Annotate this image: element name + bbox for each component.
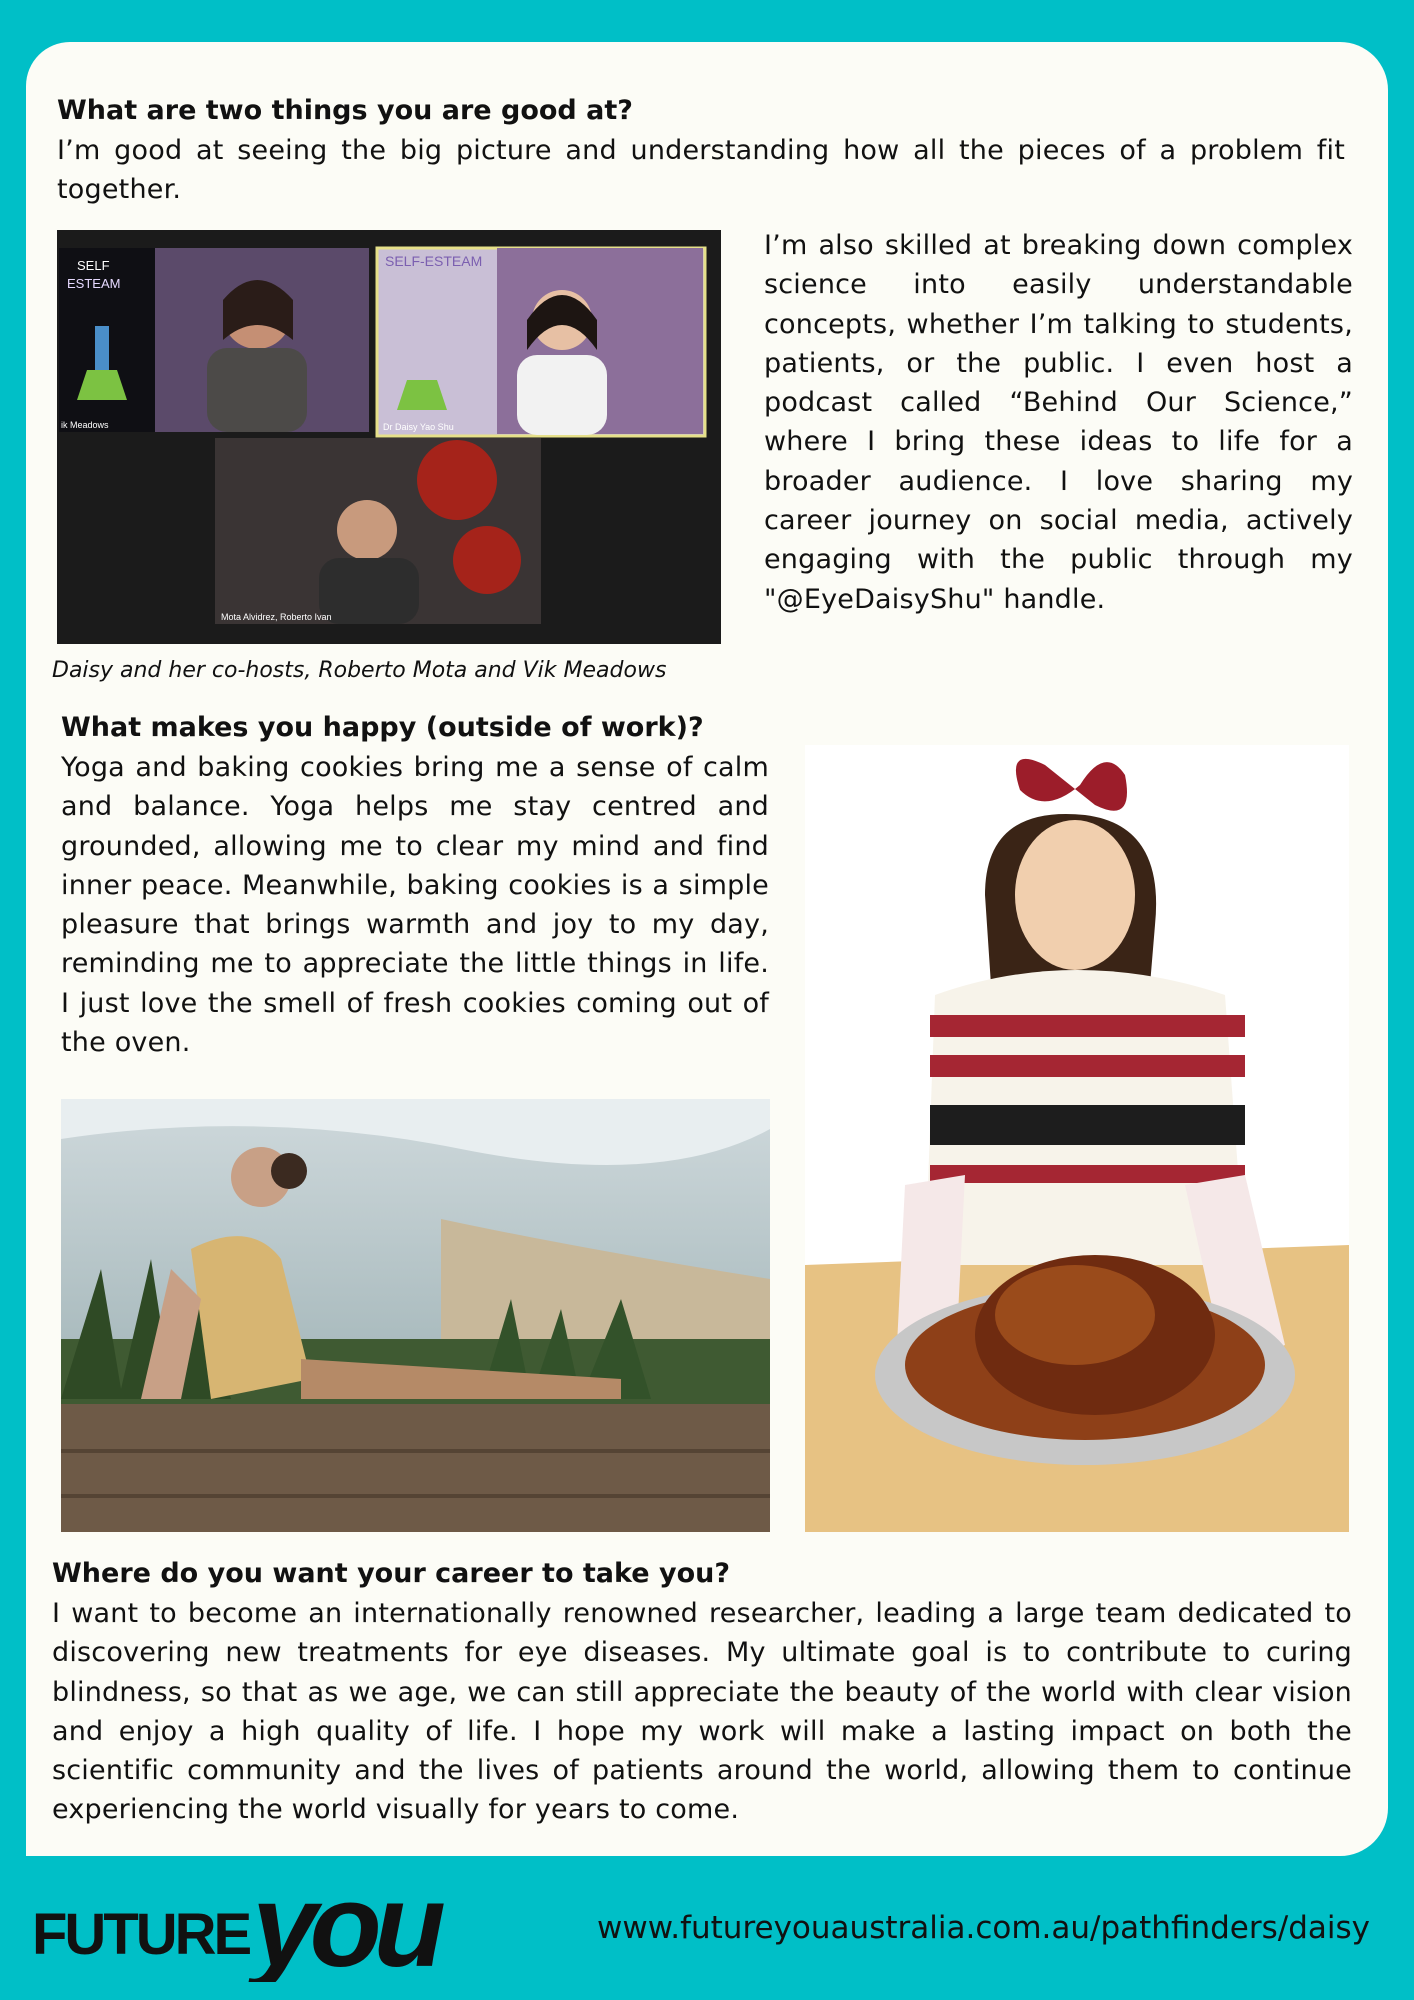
tile2-name: Dr Daisy Yao Shu <box>383 422 454 432</box>
tile1-label-bottom: ESTEAM <box>67 276 121 291</box>
baking-photo <box>805 745 1349 1532</box>
good-at-paragraph-1: I’m good at seeing the big picture and understanding how all the pieces of a problem fit together. <box>57 135 1345 206</box>
heading-good-at: What are two things you are good at? <box>57 95 633 126</box>
footer-url[interactable]: www.futureyouaustralia.com.au/pathfinders/daisy <box>597 1910 1370 1946</box>
logo-text-future: FUTURE <box>32 1902 250 1967</box>
tile2-title: SELF-ESTEAM <box>385 253 483 269</box>
video-call-caption: Daisy and her co-hosts, Roberto Mota and Vik Meadows <box>52 658 667 683</box>
good-at-paragraph-2: I’m also skilled at breaking down complex science into easily understandable concepts, whether I’m talking to students, patients, or the public. I even host a podcast called “Behind Our Science,” where I bring these ideas to life for a broader audience. I love sharing my career journey on social media, actively engaging with the public through my "@EyeDaisyShu" handle. <box>764 230 1353 615</box>
logo-text-you: you <box>252 1870 438 1982</box>
heading-career: Where do you want your career to take you? <box>52 1558 731 1589</box>
tile1-label-top: SELF <box>77 258 110 273</box>
career-paragraph: I want to become an internationally renowned researcher, leading a large team dedicated to discovering new treatments for eye diseases. My ultimate goal is to contribute to curing blindness, so that as we age, we can still appreciate the beauty of the world with clear vision and enjoy a high quality of life. I hope my work will make a lasting impact on both the scientific community and the lives of patients around the world, allowing them to continue experiencing the world visually for years to come. <box>52 1598 1352 1826</box>
video-call-photo <box>57 230 721 644</box>
happy-paragraph: Yoga and baking cookies bring me a sense of calm and balance. Yoga helps me stay centred and grounded, allowing me to clear my mind and find inner peace. Meanwhile, baking cookies is a simple pleasure that brings warmth and joy to my day, reminding me to appreciate the little things in life. I just love the smell of fresh cookies coming out of the oven. <box>61 752 769 1059</box>
heading-happy: What makes you happy (outside of work)? <box>61 712 704 743</box>
futureyou-logo <box>30 1870 490 1982</box>
yoga-photo <box>61 1099 770 1532</box>
tile3-name: Mota Alvidrez, Roberto Ivan <box>221 612 332 622</box>
tile1-name: ik Meadows <box>61 420 109 430</box>
